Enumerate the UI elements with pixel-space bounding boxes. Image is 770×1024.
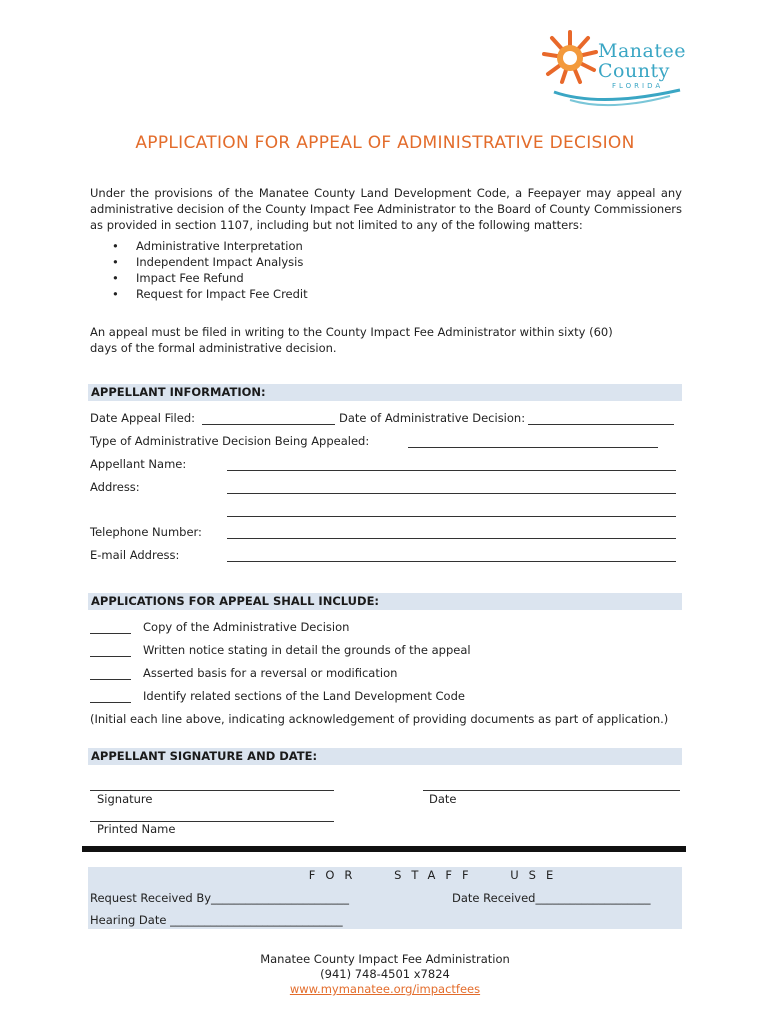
include-item: Asserted basis for a reversal or modification	[143, 666, 398, 680]
footer-phone: (941) 748-4501 x7824	[320, 967, 450, 981]
signature-heading: APPELLANT SIGNATURE AND DATE:	[91, 749, 318, 763]
page-title: APPLICATION FOR APPEAL OF ADMINISTRATIVE DECISION	[135, 133, 635, 153]
appeal-note: An appeal must be filed in writing to the County Impact Fee Administrator within sixty (60) days of the formal administrative decision.	[90, 325, 613, 355]
logo-text-florida: FLORIDA	[612, 82, 664, 90]
initial-field-1[interactable]	[90, 633, 131, 634]
type-decision-field[interactable]	[408, 447, 658, 448]
logo-text-manatee: Manatee	[598, 40, 686, 62]
telephone-field[interactable]	[227, 538, 676, 539]
hearing-date-field[interactable]: Hearing Date ______________________________	[90, 913, 343, 927]
signature-field[interactable]	[90, 790, 334, 791]
signature-label: Signature	[97, 792, 153, 806]
appellant-name-label: Appellant Name:	[90, 457, 187, 471]
list-item: • Request for Impact Fee Credit	[112, 286, 308, 302]
logo-text-county: County	[598, 60, 670, 82]
appellant-name-field[interactable]	[227, 470, 676, 471]
date-filed-field[interactable]	[202, 424, 335, 425]
address-field-line2[interactable]	[227, 516, 676, 517]
signature-bar	[88, 748, 682, 765]
list-item: • Independent Impact Analysis	[112, 254, 308, 270]
include-heading: APPLICATIONS FOR APPEAL SHALL INCLUDE:	[91, 594, 380, 608]
staff-use-box	[88, 867, 682, 929]
footer-org: Manatee County Impact Fee Administration	[260, 952, 510, 966]
email-field[interactable]	[227, 561, 676, 562]
telephone-label: Telephone Number:	[90, 525, 202, 539]
include-bar	[88, 593, 682, 610]
email-label: E-mail Address:	[90, 548, 180, 562]
date-filed-label: Date Appeal Filed:	[90, 411, 195, 425]
footer-link-row	[0, 981, 770, 997]
list-item: • Administrative Interpretation	[112, 238, 308, 254]
include-note: (Initial each line above, indicating acknowledgement of providing documents as part of application.)	[90, 712, 669, 726]
intro-paragraph: Under the provisions of the Manatee County Land Development Code, a Feepayer may appeal any administrative decision of the County Impact Fee Administrator to the Board of County Commissioners as provided in section 1107, including but not limited to any of the following matters:	[90, 186, 682, 232]
date-decision-field[interactable]	[528, 424, 674, 425]
footer-link[interactable]: www.mymanatee.org/impactfees	[289, 982, 481, 996]
staff-use-heading: FOR STAFF USE	[308, 868, 564, 882]
address-label: Address:	[90, 480, 140, 494]
initial-field-4[interactable]	[90, 702, 131, 703]
appellant-info-bar	[88, 384, 682, 401]
divider	[82, 846, 686, 852]
address-field-line1[interactable]	[227, 493, 676, 494]
date-field[interactable]	[423, 790, 680, 791]
printed-name-label: Printed Name	[97, 822, 176, 836]
include-item: Copy of the Administrative Decision	[143, 620, 350, 634]
matters-list	[112, 238, 308, 302]
manatee-county-logo	[540, 26, 690, 106]
include-item: Identify related sections of the Land Development Code	[143, 689, 465, 703]
appellant-info-heading: APPELLANT INFORMATION:	[91, 385, 266, 399]
date-received-field[interactable]: Date Received____________________	[452, 891, 651, 905]
include-item: Written notice stating in detail the grounds of the appeal	[143, 643, 471, 657]
date-decision-label: Date of Administrative Decision:	[339, 411, 526, 425]
type-decision-label: Type of Administrative Decision Being Appealed:	[90, 434, 370, 448]
request-received-field[interactable]: Request Received By________________________	[90, 891, 350, 905]
date-label: Date	[429, 792, 457, 806]
list-item: • Impact Fee Refund	[112, 270, 308, 286]
initial-field-2[interactable]	[90, 656, 131, 657]
initial-field-3[interactable]	[90, 679, 131, 680]
